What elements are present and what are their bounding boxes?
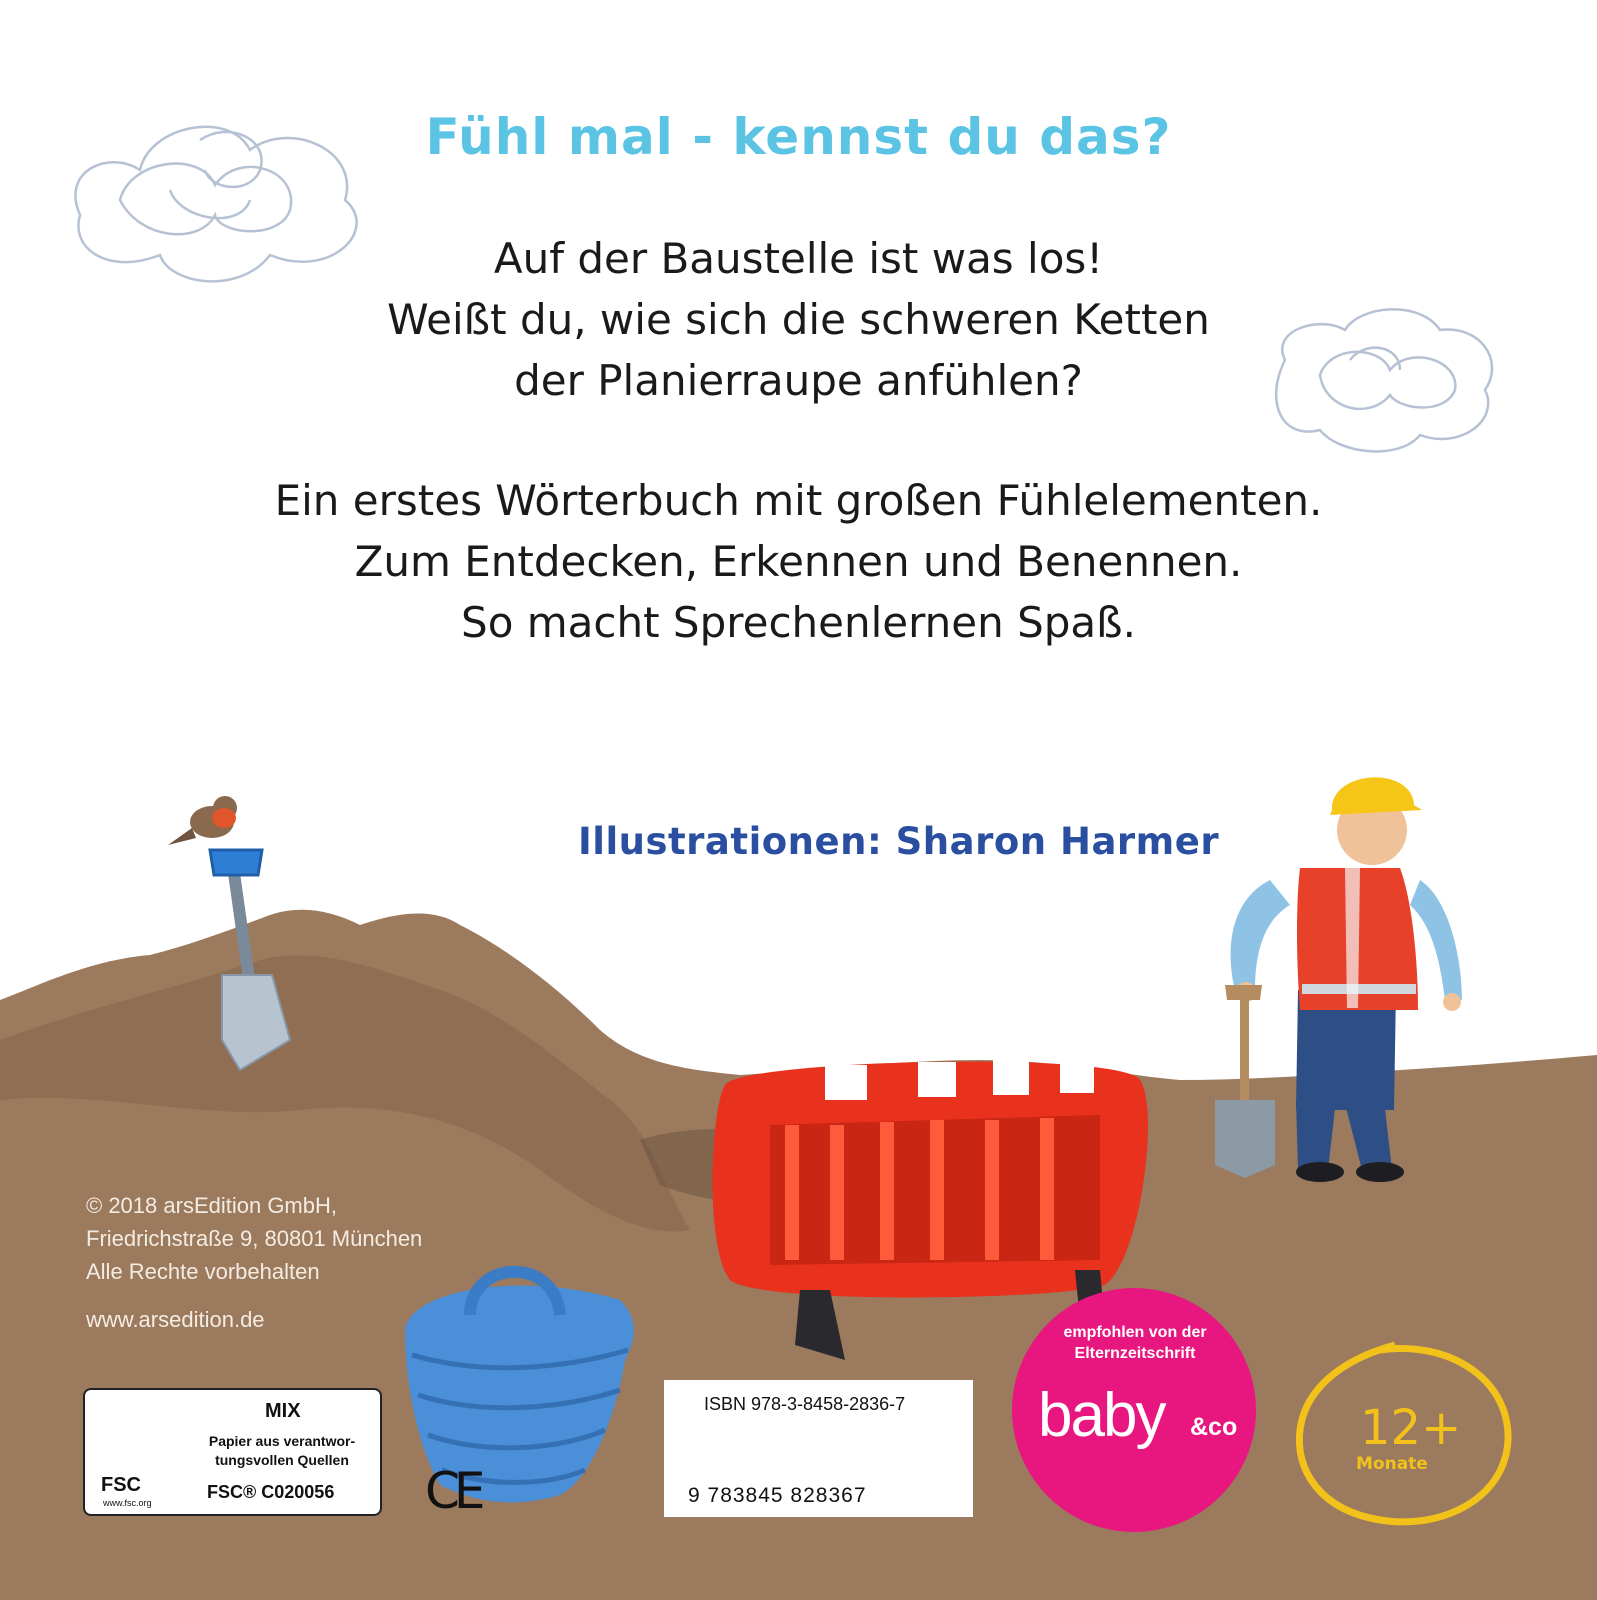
intro-line: der Planierraupe anfühlen?	[514, 356, 1083, 405]
intro-line: Auf der Baustelle ist was los!	[493, 234, 1104, 283]
description-line: Zum Entdecken, Erkennen und Benennen.	[354, 537, 1243, 586]
publisher-imprint	[86, 1189, 422, 1288]
age-unit: Monate	[1356, 1454, 1428, 1474]
robin-bird-illustration	[168, 796, 237, 845]
badge-caption-line: empfohlen von der	[1063, 1324, 1207, 1341]
imprint-line: Alle Rechte vorbehalten	[86, 1259, 320, 1284]
fsc-mix: MIX	[265, 1400, 301, 1422]
fsc-label-box	[83, 1388, 382, 1516]
publisher-website: www.arsedition.de	[86, 1307, 265, 1332]
description-line: So macht Sprechenlernen Spaß.	[461, 598, 1136, 647]
ean-digits: 9 783845 828367	[688, 1484, 867, 1507]
fsc-desc-line: Papier aus verantwor-	[208, 1433, 356, 1449]
description-paragraph	[200, 470, 1397, 653]
badge-caption-line: Elternzeitschrift	[1074, 1345, 1196, 1362]
age-number: 12+	[1360, 1400, 1462, 1456]
imprint-line: © 2018 arsEdition GmbH,	[86, 1193, 337, 1218]
badge-brand: baby	[1038, 1381, 1165, 1450]
imprint-line: Friedrichstraße 9, 80801 München	[86, 1226, 423, 1251]
isbn-box	[664, 1380, 973, 1517]
page-title: Fühl mal - kennst du das?	[425, 108, 1172, 166]
illustrator-credit: Illustrationen: Sharon Harmer	[578, 820, 1220, 863]
description-line: Ein erstes Wörterbuch mit großen Fühlelementen.	[274, 476, 1323, 525]
intro-paragraph	[200, 228, 1397, 411]
fsc-code: FSC® C020056	[207, 1482, 335, 1502]
intro-line: Weißt du, wie sich die schweren Ketten	[387, 295, 1210, 344]
isbn-number: ISBN 978-3-8458-2836-7	[704, 1394, 906, 1414]
fsc-url: www.fsc.org	[103, 1498, 152, 1508]
fsc-label: FSC	[101, 1474, 141, 1496]
fsc-description	[197, 1432, 367, 1470]
badge-suffix: &co	[1190, 1413, 1238, 1441]
ce-mark: CE	[425, 1462, 480, 1520]
fsc-desc-line: tungsvollen Quellen	[215, 1452, 349, 1468]
badge-caption	[1040, 1322, 1230, 1364]
